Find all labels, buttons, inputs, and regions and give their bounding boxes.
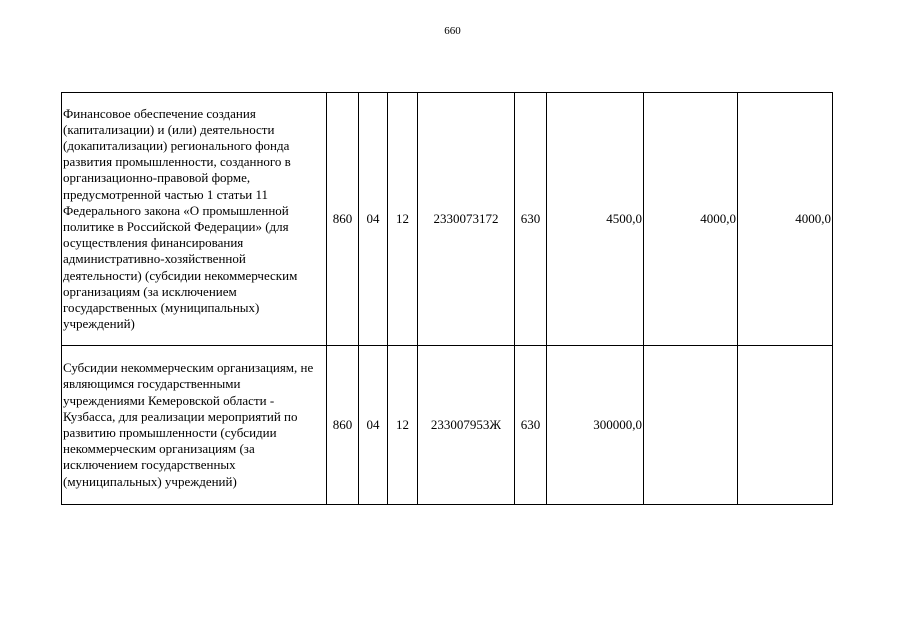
- row-name-cell: Финансовое обеспечение создания (капитализации) и (или) деятельности (докапитализации) регионального фонда развития промышленности, созданного в организационно-правовой форме, предусмотренной частью 1 статьи 11 Федерального закона «О промышленной политике в Российской Федерации» (для осуществления финансирования административно-хозяйственной деятельности) (субсидии некоммерческим организациям (за исключением государственных (муниципальных) учреждений): [62, 93, 327, 346]
- section-code-cell: 04: [359, 346, 388, 505]
- ministry-code-cell: 860: [327, 346, 359, 505]
- amount-year-1-cell: 4500,0: [547, 93, 644, 346]
- amount-year-2-cell: [644, 346, 738, 505]
- amount-year-2-cell: 4000,0: [644, 93, 738, 346]
- row-name-cell: Субсидии некоммерческим организациям, не являющимся государственными учреждениями Кемеровской области - Кузбасса, для реализации мероприятий по развитию промышленности (субсидии некоммерческим организациям (за исключением государственных (муниципальных) учреждений): [62, 346, 327, 505]
- amount-year-3-cell: 4000,0: [738, 93, 833, 346]
- subsection-code-cell: 12: [388, 346, 418, 505]
- ministry-code-cell: 860: [327, 93, 359, 346]
- expense-type-cell: 630: [515, 93, 547, 346]
- expense-type-cell: 630: [515, 346, 547, 505]
- subsection-code-cell: 12: [388, 93, 418, 346]
- target-article-cell: 233007953Ж: [418, 346, 515, 505]
- page-number: 660: [444, 25, 461, 37]
- amount-year-3-cell: [738, 346, 833, 505]
- target-article-cell: 2330073172: [418, 93, 515, 346]
- budget-table: [61, 92, 833, 505]
- amount-year-1-cell: 300000,0: [547, 346, 644, 505]
- section-code-cell: 04: [359, 93, 388, 346]
- table-row: [62, 93, 833, 346]
- table-row: [62, 346, 833, 505]
